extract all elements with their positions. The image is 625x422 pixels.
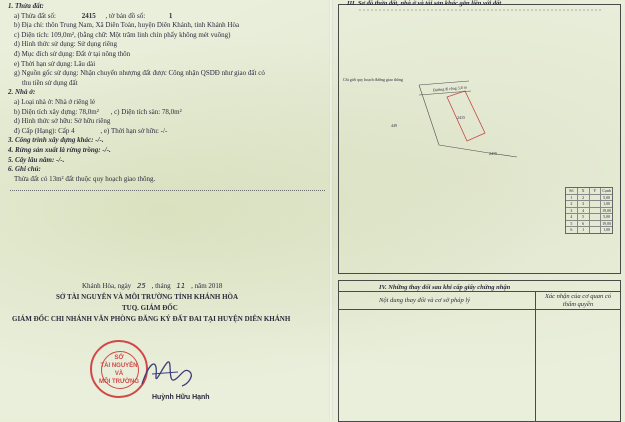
- plot-diagram-frame: [338, 0, 621, 274]
- map-sheet-label: , tờ bản đồ số:: [105, 11, 146, 20]
- vt-cell: 5: [577, 214, 589, 220]
- signer-name: Huỳnh Hữu Hạnh: [152, 394, 210, 401]
- boundary-south: [439, 145, 489, 153]
- map-sheet-value: 1: [168, 11, 173, 20]
- table-row: [566, 207, 612, 214]
- vertex-table: [565, 187, 613, 234]
- handwritten-signature: [138, 354, 198, 394]
- vt-h0: Số: [569, 188, 574, 193]
- vt-cell: 5,00: [600, 214, 612, 220]
- vt-cell: 5: [570, 220, 573, 226]
- vt-cell: 19,00: [602, 220, 612, 226]
- vt-cell: 2: [577, 195, 589, 201]
- parcel-number-row: [8, 12, 326, 22]
- seal-line-3: VÀ: [114, 371, 124, 377]
- dotted-divider: [10, 190, 325, 191]
- seal-line-2: TÀI NGUYÊN: [100, 363, 138, 369]
- section-2-heading: 2. Nhà ở:: [8, 88, 36, 97]
- vt-cell: 5,00: [600, 195, 612, 201]
- vt-h2: Y: [589, 188, 601, 194]
- changes-title: IV. Những thay đổi sau khi cấp giấy chứng nhận: [379, 284, 511, 291]
- vt-cell: 1: [570, 194, 573, 200]
- ownership-term: , e) Thời hạn sở hữu: -/-: [100, 126, 168, 135]
- vt-cell: 6: [577, 221, 589, 227]
- west-label: 449: [391, 123, 397, 128]
- vt-cell: 6: [570, 227, 573, 232]
- vt-cell: 3: [570, 207, 573, 213]
- vt-cell: 1,00: [600, 201, 612, 207]
- vt-cell: 4: [577, 208, 589, 214]
- area-row: c) Diện tích: 109,0m², (bằng chữ: Một trăm linh chín phẩy không mét vuông): [14, 30, 231, 39]
- diagram-title: III. Sơ đồ thửa đất, nhà ở và tài sản khác gắn liền với đất: [347, 0, 502, 7]
- note-text: Thửa đất có 13m² đất thuộc quy hoạch giao thông.: [14, 174, 156, 183]
- changes-table: [338, 280, 621, 422]
- land-info-column: [8, 2, 326, 184]
- vt-cell: [589, 201, 601, 207]
- section-1-heading: 1. Thửa đất:: [8, 2, 44, 10]
- use-origin-row-cont: thu tiền sử dụng đất: [22, 78, 78, 87]
- build-area: b) Diện tích xây dựng: 78,0m²: [14, 107, 99, 116]
- date-month: 11: [176, 282, 186, 290]
- org-line-1: SỞ TÀI NGUYÊN VÀ MÔI TRƯỜNG TỈNH KHÁNH HÒA: [56, 293, 239, 301]
- vt-h3: Cạnh: [600, 188, 612, 194]
- house-grade: đ) Cấp (Hạng): Cấp 4: [14, 126, 75, 135]
- use-origin-row: g) Nguồn gốc sử dụng: Nhận chuyển nhượng đất được Công nhận QSDĐ như giao đất có: [14, 69, 265, 78]
- changes-col-divider: [535, 291, 536, 421]
- org-line-3: GIÁM ĐỐC CHI NHÁNH VĂN PHÒNG ĐĂNG KÝ ĐẤT ĐAI TẠI HUYỆN DIÊN KHÁNH: [12, 315, 291, 323]
- changes-col-confirm: Xác nhận của cơ quan có thẩm quyền: [544, 293, 612, 308]
- place-date-label: Khánh Hòa, ngày: [82, 282, 132, 290]
- address-row: b) Địa chỉ: thôn Trung Nam, Xã Diên Toàn, huyện Diên Khánh, tỉnh Khánh Hòa: [14, 21, 240, 30]
- vt-h1: X: [577, 188, 589, 194]
- date-year: , năm 2018: [191, 282, 223, 290]
- changes-rule-top: [339, 291, 620, 292]
- vt-cell: 4: [570, 214, 573, 219]
- org-line-2: TUQ. GIÁM ĐỐC: [122, 304, 178, 312]
- table-row: [566, 200, 612, 207]
- place-date: [82, 282, 222, 290]
- table-row: [566, 220, 612, 227]
- vt-cell: 19,00: [602, 207, 612, 213]
- changes-col-content: Nội dung thay đổi và cơ sở pháp lý: [379, 297, 471, 304]
- vt-cell: 1: [577, 227, 589, 233]
- table-row: [566, 213, 612, 220]
- vt-cell: [589, 221, 601, 227]
- vt-cell: 1,00: [600, 227, 612, 233]
- parcel-number-label: a) Thửa đất số:: [14, 11, 56, 20]
- road-note-label: Chỉ giới quy hoạch đường giao thông: [343, 77, 403, 82]
- neighbour-label: 2415: [489, 151, 497, 156]
- section-5: 5. Cây lâu năm: -/-.: [8, 155, 65, 164]
- use-term-row: e) Thời hạn sử dụng: Lâu dài: [14, 59, 96, 68]
- date-day: 25: [136, 282, 146, 290]
- house-grade-row: [8, 127, 326, 137]
- road-label: Đường đi rộng 3,8 m: [432, 84, 467, 93]
- use-form-row: d) Hình thức sử dụng: Sử dụng riêng: [14, 40, 117, 49]
- vt-cell: [589, 227, 601, 233]
- section-4: 4. Rừng sản xuất là rừng trồng: -/-.: [8, 145, 111, 154]
- vertex-table-header: [566, 188, 612, 194]
- month-label: , tháng: [151, 282, 171, 290]
- parcel-label: 2415: [457, 115, 465, 120]
- table-row: [566, 226, 612, 233]
- house-type-row: a) Loại nhà ở: Nhà ở riêng lẻ: [14, 97, 96, 106]
- changes-rule-header: [339, 309, 620, 310]
- parcel-number-value: 2415: [81, 11, 96, 20]
- floor-area: , c) Diện tích sàn: 78,0m²: [110, 107, 182, 116]
- section-6-heading: 6. Ghi chú:: [8, 165, 41, 174]
- right-page: [338, 0, 625, 420]
- road-edge-2: [419, 91, 471, 95]
- ownership-form-row: d) Hình thức sở hữu: Sở hữu riêng: [14, 117, 111, 126]
- section-3: 3. Công trình xây dựng khác: -/-.: [8, 136, 104, 145]
- vt-cell: [589, 214, 601, 220]
- use-purpose-row: đ) Mục đích sử dụng: Đất ở tại nông thôn: [14, 49, 131, 58]
- vt-cell: 2: [570, 201, 573, 206]
- vt-cell: [589, 195, 601, 201]
- page-fold: [329, 0, 333, 420]
- table-row: [566, 194, 612, 201]
- seal-line-4: MÔI TRƯỜNG: [98, 379, 140, 385]
- house-area-row: [8, 108, 326, 118]
- vt-cell: 3: [577, 201, 589, 207]
- vt-cell: [589, 208, 601, 214]
- parcel-outline: [447, 91, 485, 141]
- seal-line-1: SỞ: [114, 355, 124, 361]
